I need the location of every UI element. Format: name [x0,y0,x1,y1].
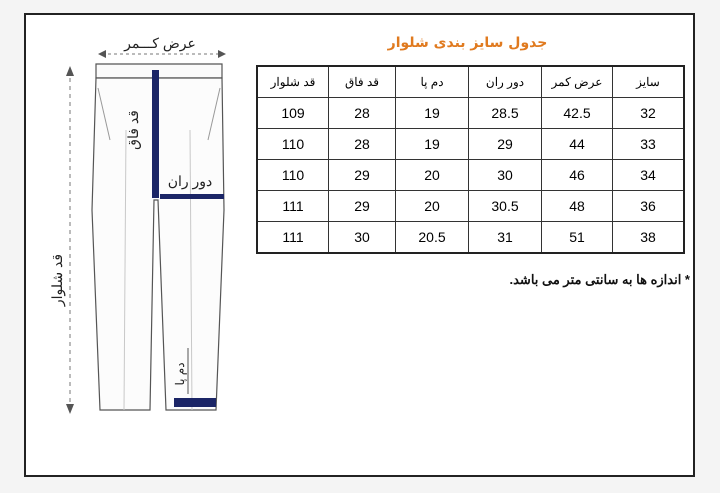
table-cell: 29 [469,129,542,160]
hem-marker [174,398,216,407]
table-cell: 19 [396,129,469,160]
table-cell: 30.5 [469,191,542,222]
size-table [256,65,685,254]
table-cell: 48 [542,191,613,222]
table-cell: 111 [257,222,329,254]
table-cell: 28.5 [469,98,542,129]
pants-diagram [40,30,260,420]
column-header: دور ران [469,66,542,98]
column-header: قد شلوار [257,66,329,98]
table-cell: 32 [613,98,685,129]
table-cell: 46 [542,160,613,191]
table-cell: 29 [329,191,396,222]
table-cell: 30 [469,160,542,191]
column-header: قد فاق [329,66,396,98]
table-cell: 44 [542,129,613,160]
table-cell: 38 [613,222,685,254]
rise-label: قد فاق [125,110,141,150]
table-cell: 110 [257,160,329,191]
table-cell: 20.5 [396,222,469,254]
table-cell: 28 [329,129,396,160]
table-row [257,160,684,191]
table-cell: 29 [329,160,396,191]
table-cell: 30 [329,222,396,254]
table-cell: 111 [257,191,329,222]
thigh-marker [160,194,224,199]
column-header: سایز [613,66,685,98]
table-cell: 109 [257,98,329,129]
table-cell: 28 [329,98,396,129]
table-cell: 110 [257,129,329,160]
table-cell: 20 [396,160,469,191]
table-cell: 51 [542,222,613,254]
chart-title: جدول سایز بندی شلوار [387,35,548,51]
rise-marker [152,70,159,198]
table-row [257,129,684,160]
table-cell: 42.5 [542,98,613,129]
arrow-down-icon [66,404,74,414]
arrow-right-icon [218,50,226,58]
table-row [257,191,684,222]
column-header: عرض کمر [542,66,613,98]
table-header-row [257,66,684,98]
column-header: دم پا [396,66,469,98]
table-cell: 34 [613,160,685,191]
table-cell: 31 [469,222,542,254]
table-cell: 19 [396,98,469,129]
table-cell: 36 [613,191,685,222]
table-row [257,222,684,254]
thigh-label: دور ران [167,173,213,189]
table-cell: 20 [396,191,469,222]
units-note: * اندازه ها به سانتی متر می باشد. [509,272,690,287]
arrow-left-icon [98,50,106,58]
hem-label: دم پا [173,362,187,386]
length-label: قد شلوار [49,253,65,307]
table-row [257,98,684,129]
waist-label: عرض کـــمر [124,35,196,51]
table-cell: 33 [613,129,685,160]
arrow-up-icon [66,66,74,76]
